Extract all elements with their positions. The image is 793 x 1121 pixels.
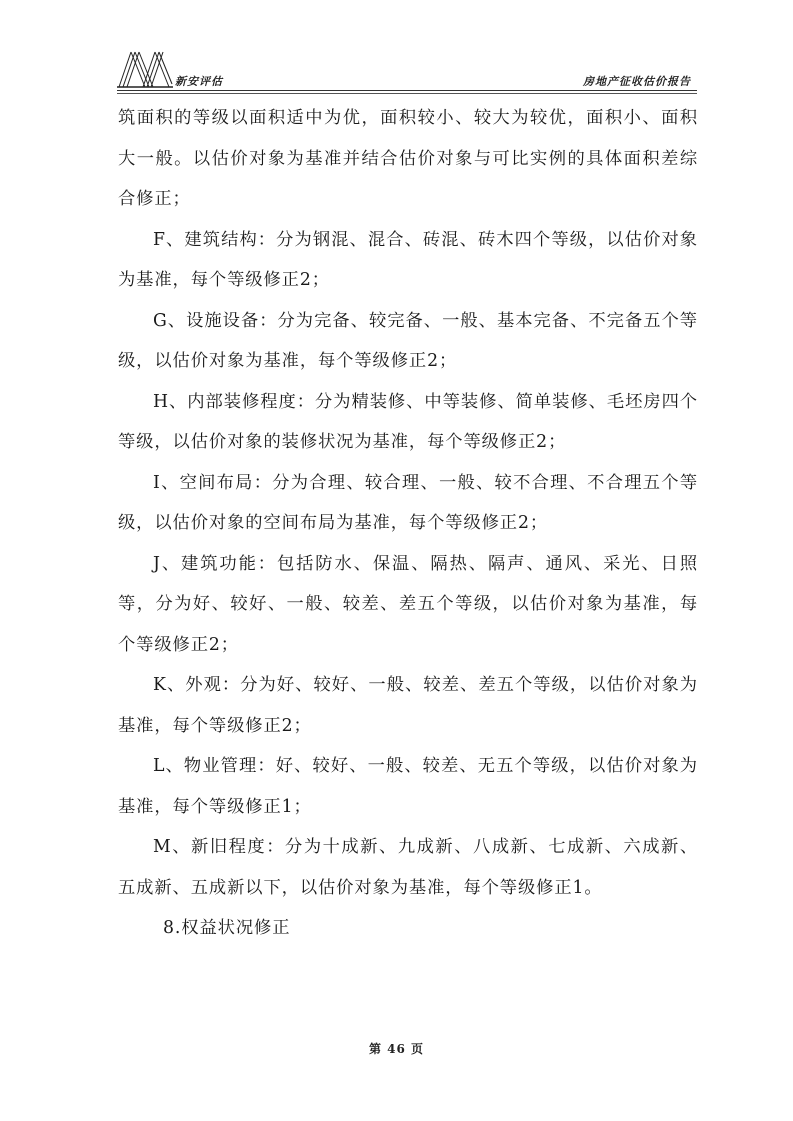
section-heading: 8.权益状况修正: [163, 918, 291, 938]
header-divider: [117, 90, 697, 91]
page-number: 第 46 页: [368, 1042, 425, 1056]
paragraph-building-structure: F、建筑结构：分为钢混、混合、砖混、砖木四个等级，以估价对象为基准，每个等级修正2；: [118, 229, 698, 290]
paragraph-newness: M、新旧程度：分为十成新、九成新、八成新、七成新、六成新、五成新、五成新以下，以估价对象为基准，每个等级修正1。: [118, 837, 698, 898]
paragraph-property-management: L、物业管理：好、较好、一般、较差、无五个等级，以估价对象为基准，每个等级修正1；: [118, 756, 698, 817]
paragraph-spatial-layout: I、空间布局：分为合理、较合理、一般、较不合理、不合理五个等级，以估价对象的空间布局为基准，每个等级修正2；: [118, 472, 698, 533]
page-header: [117, 50, 697, 90]
report-body: [118, 98, 698, 949]
company-logo-icon: [117, 50, 173, 88]
paragraph-appearance: K、外观：分为好、较好、一般、较差、差五个等级，以估价对象为基准，每个等级修正2；: [118, 675, 698, 736]
paragraph-building-function: J、建筑功能：包括防水、保温、隔热、隔声、通风、采光、日照等，分为好、较好、一般、较差、差五个等级，以估价对象为基准，每个等级修正2；: [118, 553, 698, 655]
report-title: 房地产征收估价报告: [583, 75, 691, 88]
paragraph-area-factor: 筑面积的等级以面积适中为优，面积较小、较大为较优，面积小、面积大一般。以估价对象为基准并结合估价对象与可比实例的具体面积差综合修正；: [118, 108, 698, 209]
paragraph-interior-decoration: H、内部装修程度：分为精装修、中等装修、简单装修、毛坯房四个等级，以估价对象的装修状况为基准，每个等级修正2；: [118, 391, 698, 452]
company-name: 新安评估: [175, 75, 223, 88]
header-divider-thin: [117, 93, 697, 94]
paragraph-facilities: G、设施设备：分为完备、较完备、一般、基本完备、不完备五个等级，以估价对象为基准，每个等级修正2；: [118, 310, 698, 371]
